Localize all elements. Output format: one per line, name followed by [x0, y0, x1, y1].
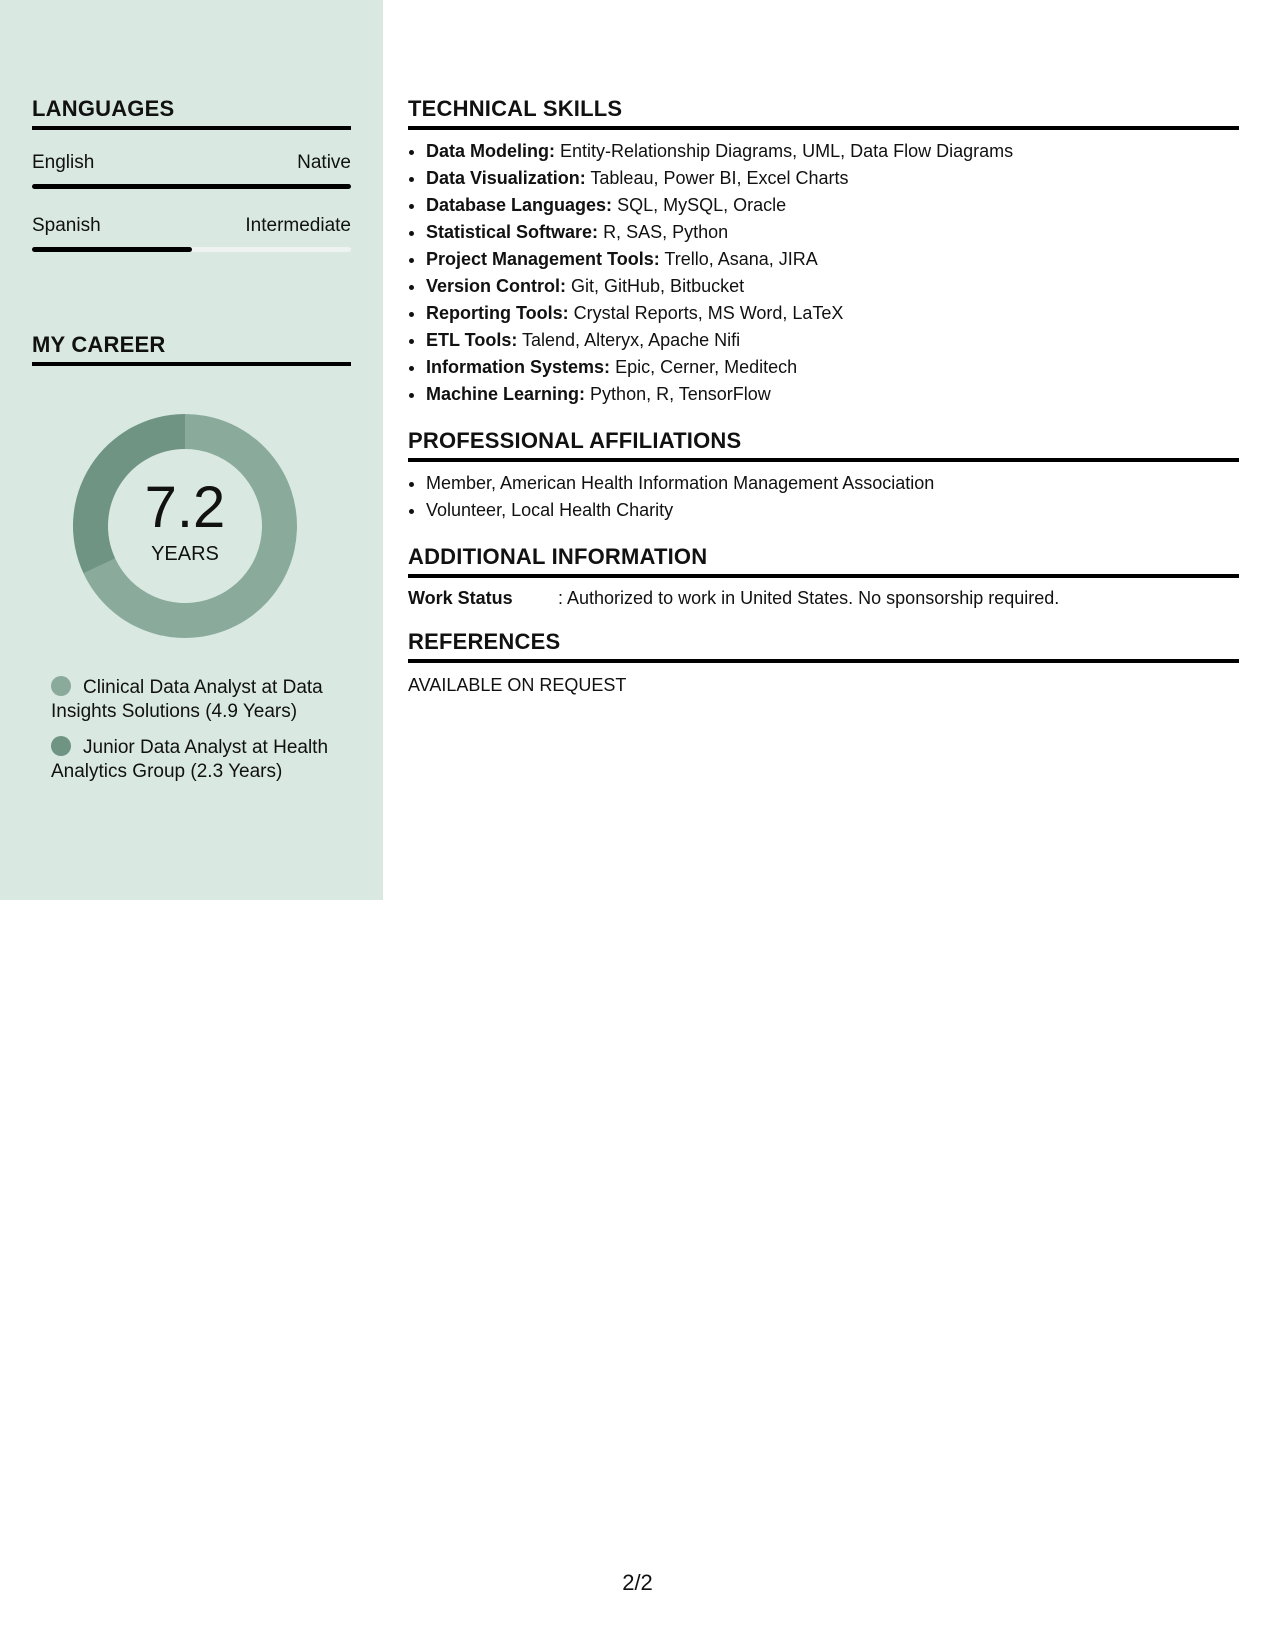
skill-item — [426, 327, 1239, 354]
languages-heading: LANGUAGES — [32, 96, 351, 130]
language-name: Spanish — [32, 215, 101, 236]
affiliations-heading: PROFESSIONAL AFFILIATIONS — [408, 428, 1239, 462]
career-legend — [51, 676, 341, 784]
affiliations-section — [408, 428, 1239, 524]
legend-dot-icon — [51, 676, 71, 696]
language-item-english — [32, 152, 351, 189]
page-number: 2/2 — [622, 1570, 653, 1595]
affiliations-list — [408, 470, 1239, 524]
skill-label: Statistical Software: — [426, 222, 599, 242]
skill-item — [426, 165, 1239, 192]
language-proficiency-bar — [32, 184, 351, 189]
language-proficiency-fill — [32, 247, 192, 252]
skill-label: Database Languages: — [426, 195, 613, 215]
language-level: Intermediate — [245, 215, 351, 236]
skill-item — [426, 246, 1239, 273]
work-status-value: : Authorized to work in United States. No sponsorship required. — [558, 588, 1060, 608]
skill-item — [426, 354, 1239, 381]
skill-label: Information Systems: — [426, 357, 611, 377]
skill-item — [426, 300, 1239, 327]
career-role-label: Clinical Data Analyst at Data Insights Solutions (4.9 Years) — [51, 677, 323, 722]
skill-item — [426, 219, 1239, 246]
career-total-value: 7.2 — [144, 474, 226, 540]
skill-value: Epic, Cerner, Meditech — [615, 357, 798, 377]
skill-label: Data Visualization: — [426, 168, 586, 188]
language-proficiency-fill — [32, 184, 351, 189]
language-item-spanish — [32, 215, 351, 252]
skill-value: Entity-Relationship Diagrams, UML, Data Flow Diagrams — [560, 141, 1014, 161]
skill-item — [426, 381, 1239, 408]
references-section — [408, 629, 1239, 696]
career-legend-item — [51, 676, 341, 724]
career-total-unit: YEARS — [151, 542, 219, 565]
references-text: AVAILABLE ON REQUEST — [408, 675, 627, 695]
skill-value: Tableau, Power BI, Excel Charts — [590, 168, 849, 188]
career-section — [32, 332, 351, 784]
skill-label: ETL Tools: — [426, 330, 518, 350]
legend-dot-icon — [51, 736, 71, 756]
career-legend-item — [51, 736, 341, 784]
skill-value: Crystal Reports, MS Word, LaTeX — [573, 303, 844, 323]
work-status-row — [408, 588, 1239, 609]
skill-value: Git, GitHub, Bitbucket — [571, 276, 745, 296]
affiliation-item: • Volunteer, Local Health Charity — [426, 497, 1239, 524]
skill-value: Trello, Asana, JIRA — [664, 249, 818, 269]
additional-info-heading: ADDITIONAL INFORMATION — [408, 544, 1239, 578]
skill-item — [426, 273, 1239, 300]
skill-label: Machine Learning: — [426, 384, 586, 404]
main-content — [408, 96, 1239, 696]
skill-label: Data Modeling: — [426, 141, 555, 161]
languages-section — [32, 96, 351, 252]
skill-value: R, SAS, Python — [603, 222, 729, 242]
skill-label: Project Management Tools: — [426, 249, 660, 269]
language-level: Native — [297, 152, 351, 173]
career-donut-chart — [65, 406, 305, 646]
affiliation-item: • Member, American Health Information Management Association — [426, 470, 1239, 497]
skill-item — [426, 138, 1239, 165]
skill-item — [426, 192, 1239, 219]
references-heading: REFERENCES — [408, 629, 1239, 663]
work-status-label: Work Status — [408, 588, 513, 608]
additional-info-section — [408, 544, 1239, 609]
skill-value: Talend, Alteryx, Apache Nifi — [522, 330, 741, 350]
language-proficiency-bar — [32, 247, 351, 252]
technical-skills-heading: TECHNICAL SKILLS — [408, 96, 1239, 130]
skill-value: SQL, MySQL, Oracle — [617, 195, 787, 215]
sidebar — [0, 0, 383, 900]
career-donut-center — [65, 406, 305, 646]
skill-label: Reporting Tools: — [426, 303, 569, 323]
language-name: English — [32, 152, 95, 173]
career-heading: MY CAREER — [32, 332, 351, 366]
technical-skills-list — [408, 138, 1239, 408]
technical-skills-section — [408, 96, 1239, 408]
skill-label: Version Control: — [426, 276, 567, 296]
skill-value: Python, R, TensorFlow — [590, 384, 771, 404]
career-role-label: Junior Data Analyst at Health Analytics Group (2.3 Years) — [51, 737, 329, 782]
